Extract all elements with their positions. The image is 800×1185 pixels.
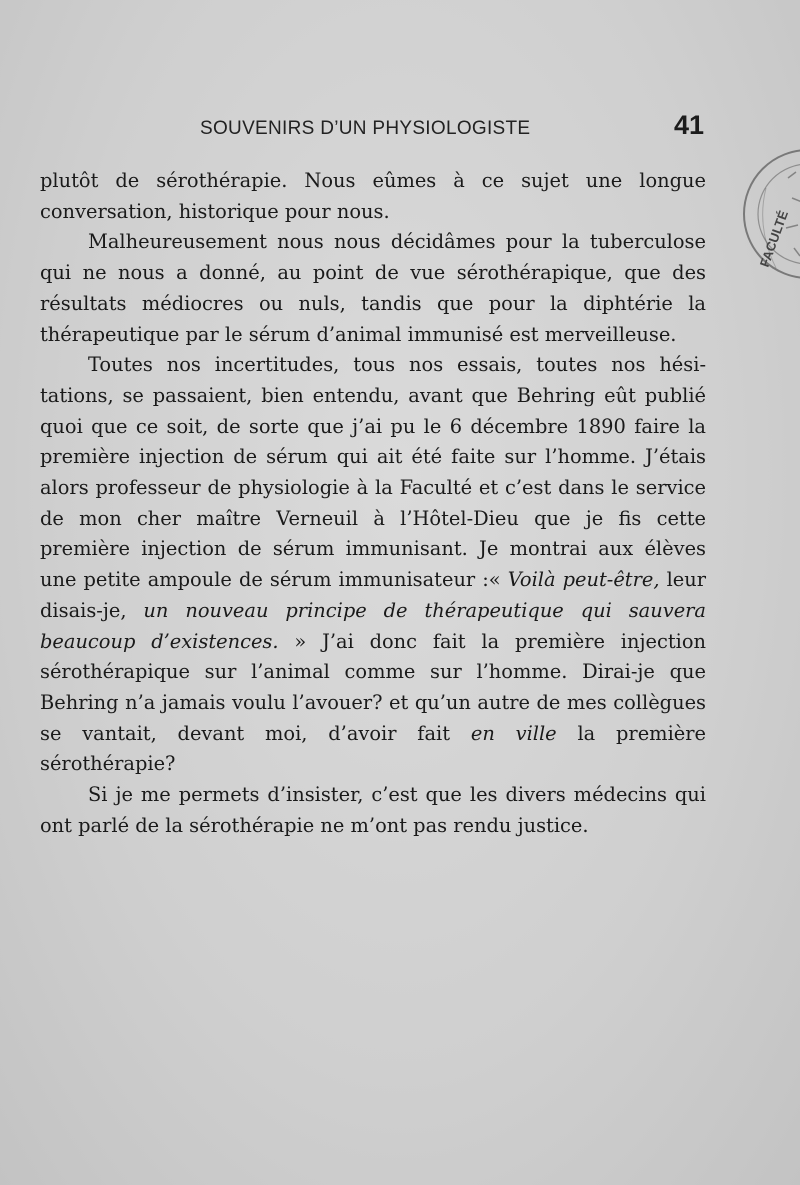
page-number: 41 [674, 110, 705, 140]
running-title: SOUVENIRS D’UN PHYSIOLOGISTE [200, 118, 531, 139]
paragraph-3-text-1: Toutes nos incertitudes, tous nos essais, toutes nos hésitations, se passaient, bien entendu, avant que Behring eût publié quoi que ce soit, de sorte que j’ai pu le 6 décembre 1890 faire la première injection de sérum qui ait été faite sur l’homme. J’étais alors professeur de physiologie à la Faculté et c’est dans le service de mon cher maître Verneuil à l’Hôtel-Dieu que je fis cette première injection de sérum immunisant. Je montrai aux élèves une petite ampoule de sérum immunisateur :« [40, 353, 706, 592]
paragraph-3-italic-1: Voilà peut-être, [507, 568, 660, 592]
paragraph-3-italic-2: un nouveau principe de thérapeutique qui sauvera beaucoup d’existences. [40, 598, 706, 653]
paragraph-3-text-2: leur disais-je, [40, 568, 706, 622]
paragraph-3-text-3: » J’ai donc fait la première injection sérothérapique sur l’animal comme sur l’homme. Dirai-je que Behring n’a jamais voulu l’avouer? et qu’un autre de mes collègues se vantait, devant moi, d’avoir fait [40, 629, 706, 745]
paragraph-2: Malheureusement nous nous décidâmes pour la tuberculose qui ne nous a donné, au point de vue sérothérapique, que des résultats médiocres ou nuls, tandis que pour la diphtérie la thérapeutique par le sérum d’animal immunisé est merveilleuse. [40, 230, 706, 346]
paragraph-4: Si je me permets d’insister, c’est que les divers médecins qui ont parlé de la sérothérapie ne m’ont pas rendu justice. [40, 783, 706, 837]
paragraph-3-text-4: la première sérothérapie? [40, 721, 706, 776]
stamp-text: FACULTÉ [756, 208, 791, 270]
paragraph-3-italic-3: en ville [470, 721, 557, 745]
library-stamp [736, 118, 800, 318]
body-text [40, 166, 706, 841]
paragraph-3 [40, 350, 706, 780]
running-header [0, 110, 800, 146]
paragraph-1: plutôt de sérothérapie. Nous eûmes à ce sujet une longue conversation, historique pour nous. [40, 169, 706, 223]
